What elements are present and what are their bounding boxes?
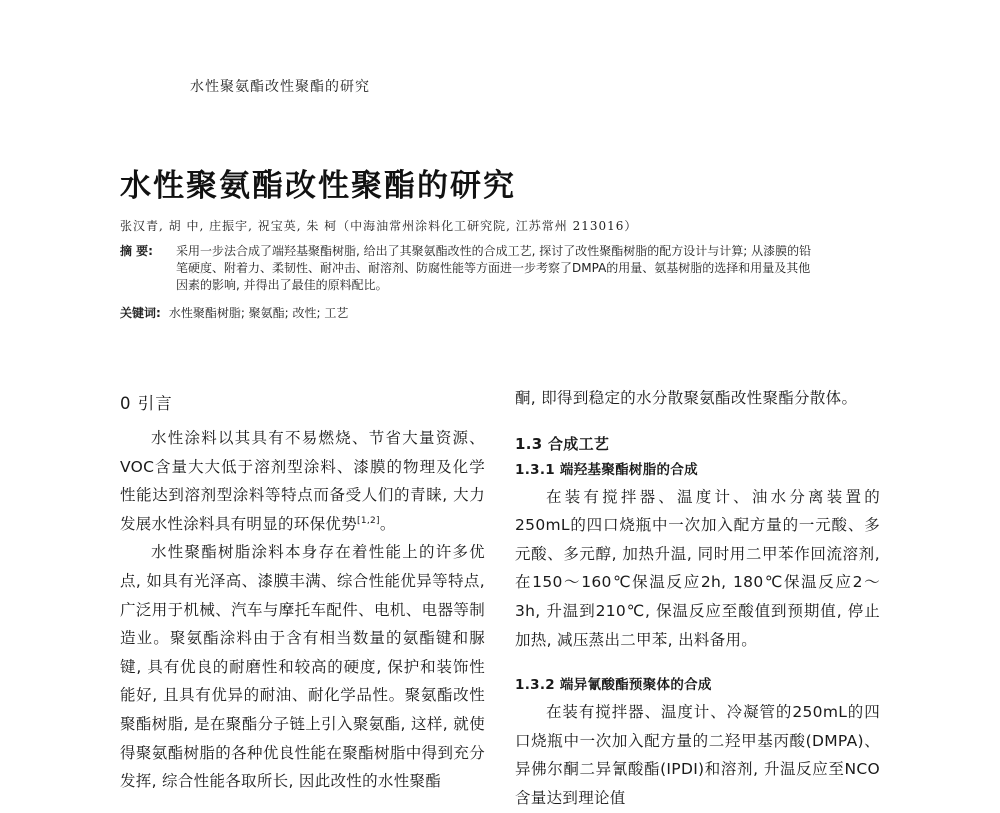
continued-paragraph: 酮, 即得到稳定的水分散聚氨酯改性聚酯分散体。 [515,389,858,407]
intro-paragraph-1-text: 水性涂料以其具有不易燃烧、节省大量资源、VOC含量大大低于溶剂型涂料、漆膜的物理及化学性能达到溶剂型涂料等特点而备受人们的青睐, 大力发展水性涂料具有明显的环保优势 [120,429,485,533]
section-1-3-2-paragraph: 在装有搅拌器、温度计、冷凝管的250mL的四口烧瓶中一次加入配方量的二羟甲基丙酸(DMPA)、异佛尔酮二异氰酸酯(IPDI)和溶剂, 升温反应至NCO含量达到理论值 [515,703,880,807]
section-heading-1-3-2: 1.3.2 端异氰酸酯预聚体的合成 [515,677,712,694]
section-1-3-1-paragraph: 在装有搅拌器、温度计、油水分离装置的250mL的四口烧瓶中一次加入配方量的一元酸、多元酸、多元醇, 加热升温, 同时用二甲苯作回流溶剂, 在150～160℃保温反应2h, 180℃保温反应2～3h, 升温到210℃, 保温反应至酸值到预期值, 停止加热, 减压蒸出二甲苯, 出料备用。 [515,487,880,649]
abstract-text: 采用一步法合成了端羟基聚酯树脂, 给出了其聚氨酯改性的合成工艺, 探讨了改性聚酯树脂的配方设计与计算; 从漆膜的铅笔硬度、附着力、柔韧性、耐冲击、耐溶剂、防腐性能等方面进一步考察了DMPA的用量、氨基树脂的选择和用量及其他因素的影响, 并得出了最佳的原料配比。 [176,244,812,292]
abstract-label: 摘 要: [120,244,153,258]
intro-paragraph-1-end: 。 [379,514,396,533]
left-column [120,390,485,796]
abstract-block [120,243,820,294]
keywords-text: 水性聚酯树脂; 聚氨酯; 改性; 工艺 [168,306,349,320]
keywords-label: 关键词: [120,306,161,320]
page-title: 水性聚氨酯改性聚酯的研究 [120,168,516,204]
author-line: 张汉青, 胡 中, 庄振宇, 祝宝英, 朱 柯（中海油常州涂料化工研究院, 江苏常州 213016） [120,219,638,233]
section-heading-1-3-1: 1.3.1 端羟基聚酯树脂的合成 [515,461,698,478]
right-column [515,384,880,813]
keywords-block [120,304,348,321]
intro-paragraph-2: 水性聚酯树脂涂料本身存在着性能上的许多优点, 如具有光泽高、漆膜丰满、综合性能优异等特点, 广泛用于机械、汽车与摩托车配件、电机、电器等制造业。聚氨酯涂料由于含有相当数量的氨酯键和脲键, 具有优良的耐磨性和较高的硬度, 保护和装饰性能好, 且具有优异的耐油、耐化学品性。聚氨酯改性聚酯树脂, 是在聚酯分子链上引入聚氨酯, 这样, 就使得聚氨酯树脂的各种优良性能在聚酯树脂中得到充分发挥, 综合性能各取所长, 因此改性的水性聚酯 [120,543,485,791]
running-head: 水性聚氨酯改性聚酯的研究 [190,79,370,95]
section-heading-1-3: 1.3 合成工艺 [515,434,610,453]
citation-1-2: [1,2] [357,515,380,526]
intro-paragraph-1 [120,424,485,538]
section-heading-intro: 0 引言 [120,394,173,413]
